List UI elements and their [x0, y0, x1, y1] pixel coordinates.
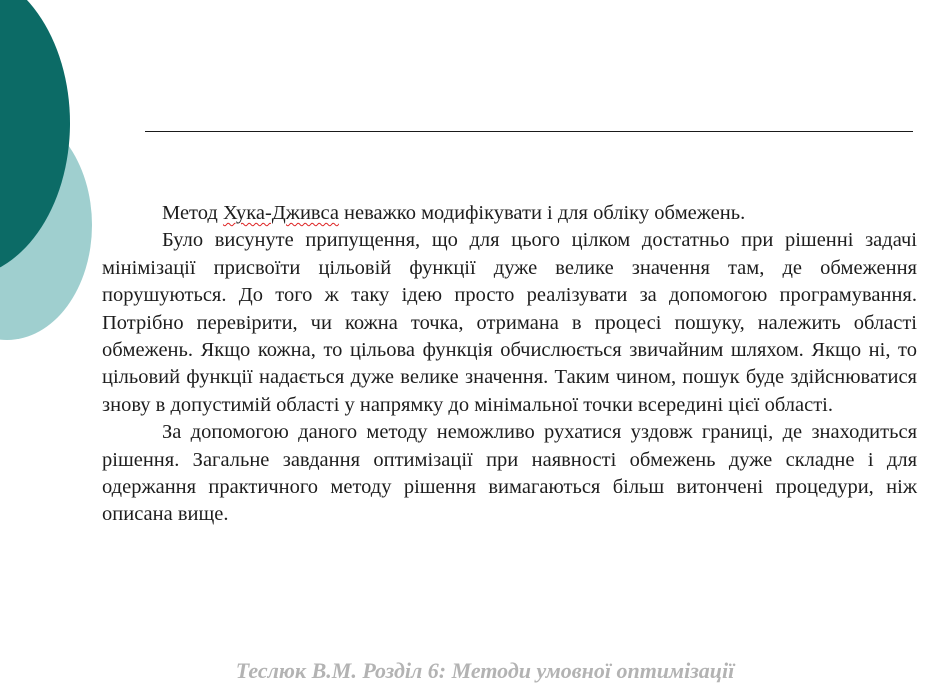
- paragraph-3: За допомогою даного методу неможливо рухатися уздовж границі, де знаходиться рішення. Загальне завдання оптимізації при наявності обмежень дуже складне і для одержання практичного методу рішення вимагаються більш витончені процедури, ніж описана вище.: [102, 421, 917, 526]
- paragraph-1-after: неважко модифікувати і для обліку обмежень.: [338, 202, 746, 224]
- title-divider-line: [145, 131, 913, 132]
- spellcheck-flagged-word: Хука-Дживса: [222, 202, 339, 224]
- paragraph-2: Було висунуте припущення, що для цього цілком достатньо при рішенні задачі мінімізації присвоїти цільовій функції дуже велике значення там, де обмеження порушуються. До того ж таку ідею просто реалізувати за допомогою програмування. Потрібно перевірити, чи кожна точка, отримана в процесі пошуку, належить області обмежень. Якщо кожна, то цільова функція обчислюється звичайним шляхом. Якщо ні, то цільовий функції надається дуже велике значення. Таким чином, пошук буде здійснюватися знову в допустимій області у напрямку до мінімальної точки всередині цієї області.: [102, 229, 917, 416]
- slide-body-text: [102, 200, 917, 529]
- paragraph-1: [102, 200, 917, 227]
- paragraph-1-before: Метод: [162, 202, 223, 224]
- slide-footer: Теслюк В.М. Розділ 6: Методи умовної оптимізації: [235, 658, 735, 683]
